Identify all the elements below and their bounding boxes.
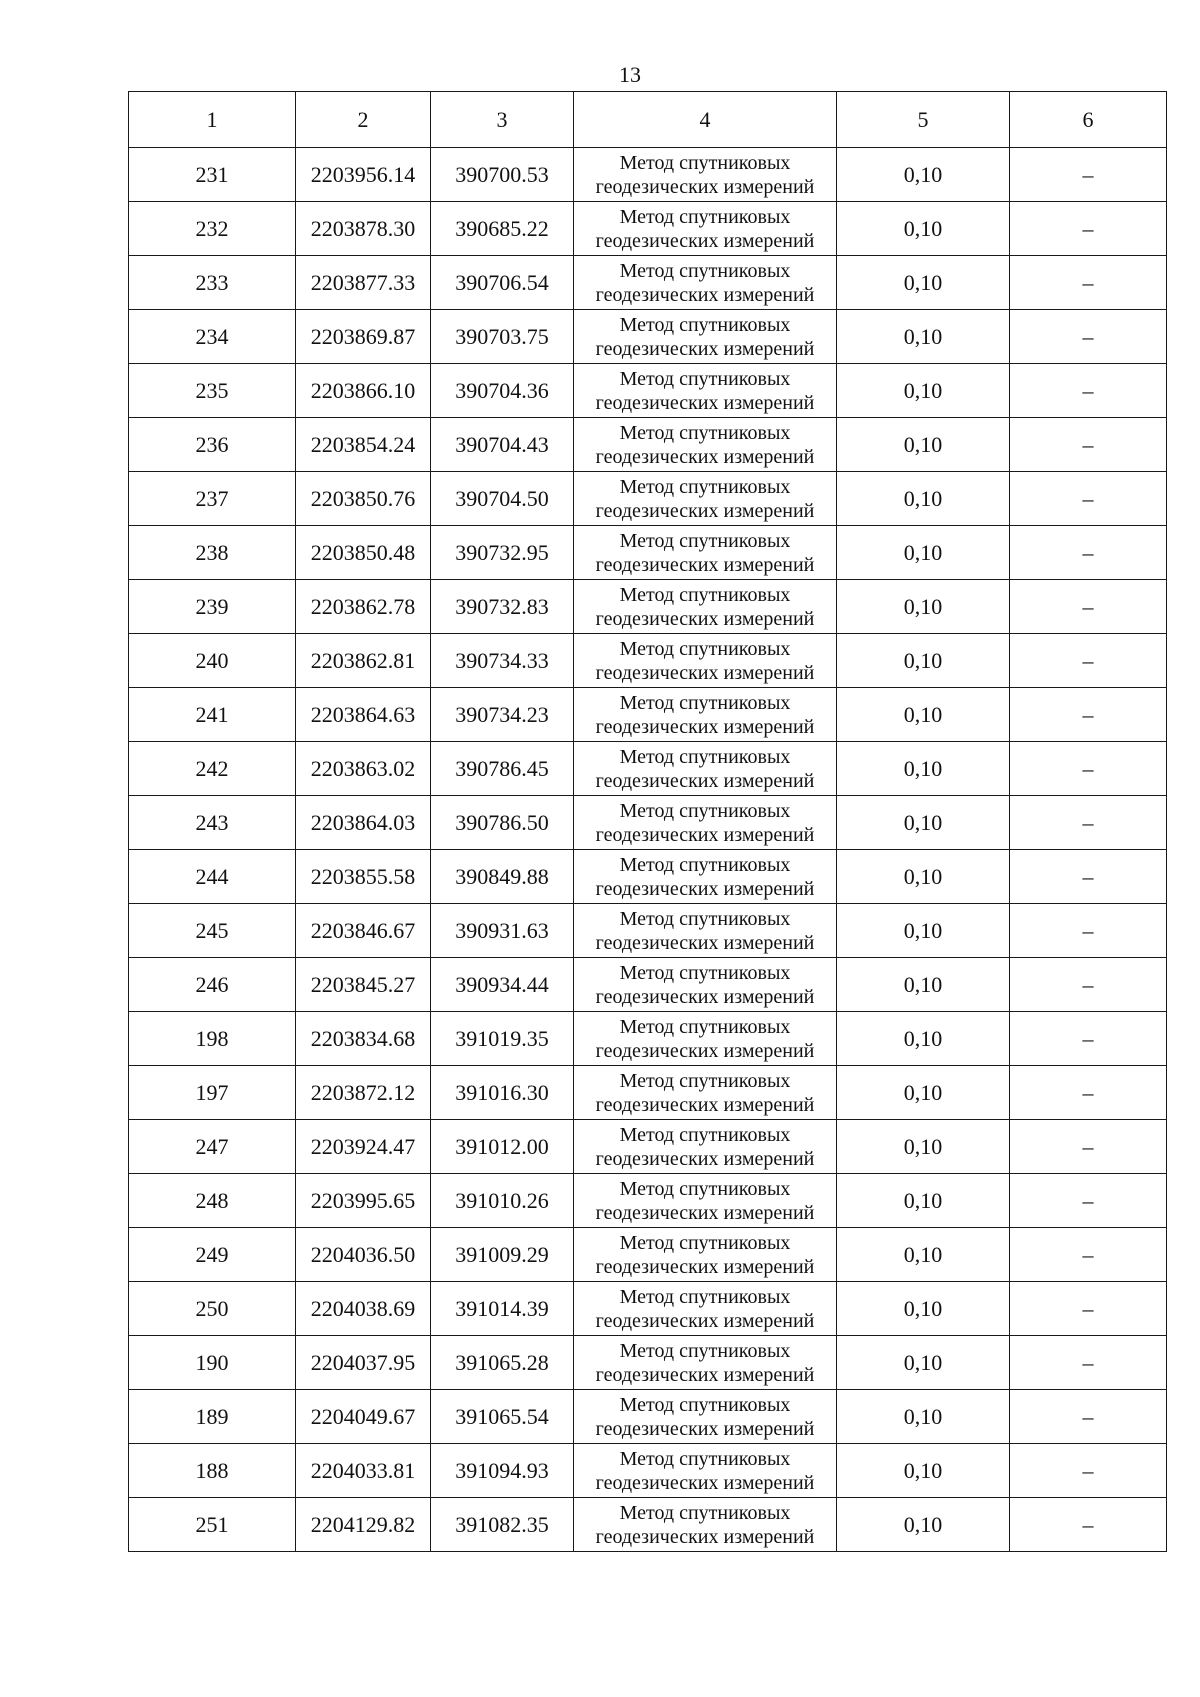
point-cell: 238	[129, 526, 296, 580]
y-coordinate-cell: 390786.50	[431, 796, 574, 850]
x-coordinate-cell: 2203995.65	[296, 1174, 431, 1228]
y-coordinate-cell: 391082.35	[431, 1498, 574, 1552]
point-cell: 236	[129, 418, 296, 472]
method-line-2: геодезических измерений	[595, 1093, 815, 1116]
accuracy-cell: 0,10	[837, 418, 1010, 472]
note-cell: –	[1010, 310, 1167, 364]
method-cell	[574, 364, 837, 418]
point-cell: 198	[129, 1012, 296, 1066]
x-coordinate-cell: 2203877.33	[296, 256, 431, 310]
column-header-6: 6	[1010, 92, 1167, 148]
note-cell: –	[1010, 796, 1167, 850]
point-cell: 249	[129, 1228, 296, 1282]
accuracy-cell: 0,10	[837, 850, 1010, 904]
accuracy-cell: 0,10	[837, 202, 1010, 256]
x-coordinate-cell: 2204037.95	[296, 1336, 431, 1390]
method-line-2: геодезических измерений	[595, 877, 815, 900]
y-coordinate-cell: 390732.95	[431, 526, 574, 580]
accuracy-cell: 0,10	[837, 742, 1010, 796]
point-cell: 245	[129, 904, 296, 958]
method-line-1: Метод спутниковых	[619, 799, 791, 822]
accuracy-cell: 0,10	[837, 472, 1010, 526]
table-row	[129, 634, 1167, 688]
table-row	[129, 904, 1167, 958]
method-cell	[574, 1498, 837, 1552]
column-header-1: 1	[129, 92, 296, 148]
note-cell: –	[1010, 1282, 1167, 1336]
method-line-2: геодезических измерений	[595, 391, 815, 414]
method-line-2: геодезических измерений	[595, 931, 815, 954]
method-line-2: геодезических измерений	[595, 1147, 815, 1170]
method-line-2: геодезических измерений	[595, 985, 815, 1008]
point-cell: 237	[129, 472, 296, 526]
method-line-2: геодезических измерений	[595, 229, 815, 252]
method-line-1: Метод спутниковых	[619, 691, 791, 714]
method-line-1: Метод спутниковых	[619, 529, 791, 552]
method-line-1: Метод спутниковых	[619, 1015, 791, 1038]
accuracy-cell: 0,10	[837, 1228, 1010, 1282]
method-line-2: геодезических измерений	[595, 1417, 815, 1440]
method-cell	[574, 850, 837, 904]
table-row	[129, 1228, 1167, 1282]
method-cell	[574, 472, 837, 526]
accuracy-cell: 0,10	[837, 1444, 1010, 1498]
method-line-1: Метод спутниковых	[619, 151, 791, 174]
x-coordinate-cell: 2204036.50	[296, 1228, 431, 1282]
x-coordinate-cell: 2203846.67	[296, 904, 431, 958]
note-cell: –	[1010, 904, 1167, 958]
point-cell: 197	[129, 1066, 296, 1120]
note-cell: –	[1010, 742, 1167, 796]
method-line-2: геодезических измерений	[595, 1201, 815, 1224]
method-line-1: Метод спутниковых	[619, 853, 791, 876]
note-cell: –	[1010, 1498, 1167, 1552]
method-cell	[574, 1444, 837, 1498]
column-header-2: 2	[296, 92, 431, 148]
point-cell: 248	[129, 1174, 296, 1228]
method-cell	[574, 1174, 837, 1228]
table-row	[129, 1120, 1167, 1174]
method-line-2: геодезических измерений	[595, 445, 815, 468]
point-cell: 250	[129, 1282, 296, 1336]
x-coordinate-cell: 2203862.78	[296, 580, 431, 634]
method-line-1: Метод спутниковых	[619, 259, 791, 282]
accuracy-cell: 0,10	[837, 364, 1010, 418]
method-line-2: геодезических измерений	[595, 1363, 815, 1386]
x-coordinate-cell: 2204129.82	[296, 1498, 431, 1552]
accuracy-cell: 0,10	[837, 634, 1010, 688]
accuracy-cell: 0,10	[837, 1174, 1010, 1228]
accuracy-cell: 0,10	[837, 904, 1010, 958]
table-row	[129, 796, 1167, 850]
point-cell: 240	[129, 634, 296, 688]
method-cell	[574, 742, 837, 796]
accuracy-cell: 0,10	[837, 1120, 1010, 1174]
method-line-1: Метод спутниковых	[619, 421, 791, 444]
method-line-2: геодезических измерений	[595, 553, 815, 576]
table-row	[129, 1174, 1167, 1228]
note-cell: –	[1010, 1336, 1167, 1390]
method-cell	[574, 148, 837, 202]
x-coordinate-cell: 2203924.47	[296, 1120, 431, 1174]
x-coordinate-cell: 2203864.63	[296, 688, 431, 742]
coordinates-table	[128, 91, 1167, 1552]
table-row	[129, 1498, 1167, 1552]
accuracy-cell: 0,10	[837, 256, 1010, 310]
method-line-2: геодезических измерений	[595, 337, 815, 360]
x-coordinate-cell: 2203850.76	[296, 472, 431, 526]
note-cell: –	[1010, 472, 1167, 526]
accuracy-cell: 0,10	[837, 1066, 1010, 1120]
table-row	[129, 688, 1167, 742]
y-coordinate-cell: 391014.39	[431, 1282, 574, 1336]
method-cell	[574, 634, 837, 688]
accuracy-cell: 0,10	[837, 526, 1010, 580]
method-cell	[574, 1336, 837, 1390]
point-cell: 246	[129, 958, 296, 1012]
point-cell: 251	[129, 1498, 296, 1552]
point-cell: 189	[129, 1390, 296, 1444]
accuracy-cell: 0,10	[837, 1282, 1010, 1336]
note-cell: –	[1010, 148, 1167, 202]
method-line-1: Метод спутниковых	[619, 1123, 791, 1146]
method-line-2: геодезических измерений	[595, 769, 815, 792]
method-line-1: Метод спутниковых	[619, 1231, 791, 1254]
note-cell: –	[1010, 418, 1167, 472]
column-header-4: 4	[574, 92, 837, 148]
table-row	[129, 526, 1167, 580]
x-coordinate-cell: 2203845.27	[296, 958, 431, 1012]
y-coordinate-cell: 390849.88	[431, 850, 574, 904]
point-cell: 247	[129, 1120, 296, 1174]
point-cell: 232	[129, 202, 296, 256]
method-cell	[574, 1066, 837, 1120]
table-row	[129, 1066, 1167, 1120]
method-line-1: Метод спутниковых	[619, 1285, 791, 1308]
accuracy-cell: 0,10	[837, 958, 1010, 1012]
method-line-1: Метод спутниковых	[619, 1069, 791, 1092]
method-line-2: геодезических измерений	[595, 607, 815, 630]
method-cell	[574, 958, 837, 1012]
point-cell: 234	[129, 310, 296, 364]
point-cell: 243	[129, 796, 296, 850]
x-coordinate-cell: 2203834.68	[296, 1012, 431, 1066]
table-row	[129, 958, 1167, 1012]
y-coordinate-cell: 390704.50	[431, 472, 574, 526]
note-cell: –	[1010, 1444, 1167, 1498]
y-coordinate-cell: 390734.23	[431, 688, 574, 742]
x-coordinate-cell: 2203878.30	[296, 202, 431, 256]
table-row	[129, 202, 1167, 256]
method-line-1: Метод спутниковых	[619, 961, 791, 984]
x-coordinate-cell: 2203866.10	[296, 364, 431, 418]
y-coordinate-cell: 391009.29	[431, 1228, 574, 1282]
method-cell	[574, 256, 837, 310]
method-line-1: Метод спутниковых	[619, 367, 791, 390]
y-coordinate-cell: 390934.44	[431, 958, 574, 1012]
table-row	[129, 256, 1167, 310]
note-cell: –	[1010, 850, 1167, 904]
note-cell: –	[1010, 1120, 1167, 1174]
y-coordinate-cell: 390706.54	[431, 256, 574, 310]
point-cell: 244	[129, 850, 296, 904]
y-coordinate-cell: 391065.54	[431, 1390, 574, 1444]
note-cell: –	[1010, 1066, 1167, 1120]
method-line-2: геодезических измерений	[595, 661, 815, 684]
y-coordinate-cell: 390703.75	[431, 310, 574, 364]
accuracy-cell: 0,10	[837, 688, 1010, 742]
x-coordinate-cell: 2203854.24	[296, 418, 431, 472]
accuracy-cell: 0,10	[837, 1012, 1010, 1066]
note-cell: –	[1010, 364, 1167, 418]
table-header	[129, 92, 1167, 148]
note-cell: –	[1010, 1228, 1167, 1282]
accuracy-cell: 0,10	[837, 796, 1010, 850]
method-line-1: Метод спутниковых	[619, 1501, 791, 1524]
accuracy-cell: 0,10	[837, 310, 1010, 364]
x-coordinate-cell: 2204038.69	[296, 1282, 431, 1336]
method-line-2: геодезических измерений	[595, 1309, 815, 1332]
method-line-1: Метод спутниковых	[619, 907, 791, 930]
method-line-2: геодезических измерений	[595, 1471, 815, 1494]
table-body	[129, 148, 1167, 1552]
accuracy-cell: 0,10	[837, 580, 1010, 634]
point-cell: 242	[129, 742, 296, 796]
method-line-2: геодезических измерений	[595, 715, 815, 738]
note-cell: –	[1010, 688, 1167, 742]
point-cell: 233	[129, 256, 296, 310]
table-row	[129, 148, 1167, 202]
note-cell: –	[1010, 1174, 1167, 1228]
x-coordinate-cell: 2203862.81	[296, 634, 431, 688]
method-line-2: геодезических измерений	[595, 175, 815, 198]
y-coordinate-cell: 391019.35	[431, 1012, 574, 1066]
method-line-1: Метод спутниковых	[619, 475, 791, 498]
y-coordinate-cell: 391010.26	[431, 1174, 574, 1228]
accuracy-cell: 0,10	[837, 1336, 1010, 1390]
table-row	[129, 472, 1167, 526]
method-cell	[574, 526, 837, 580]
y-coordinate-cell: 391016.30	[431, 1066, 574, 1120]
method-cell	[574, 1012, 837, 1066]
method-line-1: Метод спутниковых	[619, 1339, 791, 1362]
y-coordinate-cell: 390685.22	[431, 202, 574, 256]
accuracy-cell: 0,10	[837, 148, 1010, 202]
note-cell: –	[1010, 958, 1167, 1012]
method-line-2: геодезических измерений	[595, 283, 815, 306]
method-line-1: Метод спутниковых	[619, 1447, 791, 1470]
y-coordinate-cell: 391012.00	[431, 1120, 574, 1174]
method-line-1: Метод спутниковых	[619, 205, 791, 228]
table-row	[129, 1390, 1167, 1444]
point-cell: 190	[129, 1336, 296, 1390]
point-cell: 239	[129, 580, 296, 634]
note-cell: –	[1010, 1012, 1167, 1066]
column-header-3: 3	[431, 92, 574, 148]
method-cell	[574, 796, 837, 850]
table-row	[129, 310, 1167, 364]
point-cell: 231	[129, 148, 296, 202]
y-coordinate-cell: 390704.36	[431, 364, 574, 418]
note-cell: –	[1010, 634, 1167, 688]
method-cell	[574, 1228, 837, 1282]
point-cell: 188	[129, 1444, 296, 1498]
method-line-2: геодезических измерений	[595, 823, 815, 846]
table-row	[129, 418, 1167, 472]
method-line-2: геодезических измерений	[595, 1255, 815, 1278]
x-coordinate-cell: 2203855.58	[296, 850, 431, 904]
y-coordinate-cell: 391065.28	[431, 1336, 574, 1390]
method-line-1: Метод спутниковых	[619, 745, 791, 768]
method-cell	[574, 1390, 837, 1444]
y-coordinate-cell: 390786.45	[431, 742, 574, 796]
table-row	[129, 850, 1167, 904]
y-coordinate-cell: 390734.33	[431, 634, 574, 688]
y-coordinate-cell: 391094.93	[431, 1444, 574, 1498]
method-line-1: Метод спутниковых	[619, 313, 791, 336]
x-coordinate-cell: 2203872.12	[296, 1066, 431, 1120]
y-coordinate-cell: 390732.83	[431, 580, 574, 634]
y-coordinate-cell: 390931.63	[431, 904, 574, 958]
table-row	[129, 580, 1167, 634]
method-line-1: Метод спутниковых	[619, 583, 791, 606]
method-line-2: геодезических измерений	[595, 1039, 815, 1062]
x-coordinate-cell: 2203869.87	[296, 310, 431, 364]
note-cell: –	[1010, 1390, 1167, 1444]
accuracy-cell: 0,10	[837, 1390, 1010, 1444]
point-cell: 235	[129, 364, 296, 418]
x-coordinate-cell: 2203956.14	[296, 148, 431, 202]
y-coordinate-cell: 390700.53	[431, 148, 574, 202]
x-coordinate-cell: 2204033.81	[296, 1444, 431, 1498]
x-coordinate-cell: 2203850.48	[296, 526, 431, 580]
point-cell: 241	[129, 688, 296, 742]
method-cell	[574, 1282, 837, 1336]
method-line-2: геодезических измерений	[595, 499, 815, 522]
table-row	[129, 1282, 1167, 1336]
accuracy-cell: 0,10	[837, 1498, 1010, 1552]
method-cell	[574, 580, 837, 634]
method-cell	[574, 418, 837, 472]
method-line-1: Метод спутниковых	[619, 1393, 791, 1416]
y-coordinate-cell: 390704.43	[431, 418, 574, 472]
x-coordinate-cell: 2204049.67	[296, 1390, 431, 1444]
method-cell	[574, 688, 837, 742]
column-header-5: 5	[837, 92, 1010, 148]
note-cell: –	[1010, 526, 1167, 580]
note-cell: –	[1010, 202, 1167, 256]
header-row	[129, 92, 1167, 148]
table-row	[129, 1444, 1167, 1498]
method-cell	[574, 202, 837, 256]
method-cell	[574, 1120, 837, 1174]
method-line-1: Метод спутниковых	[619, 637, 791, 660]
table-row	[129, 1336, 1167, 1390]
table-row	[129, 742, 1167, 796]
note-cell: –	[1010, 580, 1167, 634]
page-number: 13	[619, 62, 641, 87]
note-cell: –	[1010, 256, 1167, 310]
method-line-2: геодезических измерений	[595, 1525, 815, 1548]
method-cell	[574, 310, 837, 364]
method-cell	[574, 904, 837, 958]
table-row	[129, 364, 1167, 418]
table-row	[129, 1012, 1167, 1066]
x-coordinate-cell: 2203863.02	[296, 742, 431, 796]
x-coordinate-cell: 2203864.03	[296, 796, 431, 850]
method-line-1: Метод спутниковых	[619, 1177, 791, 1200]
